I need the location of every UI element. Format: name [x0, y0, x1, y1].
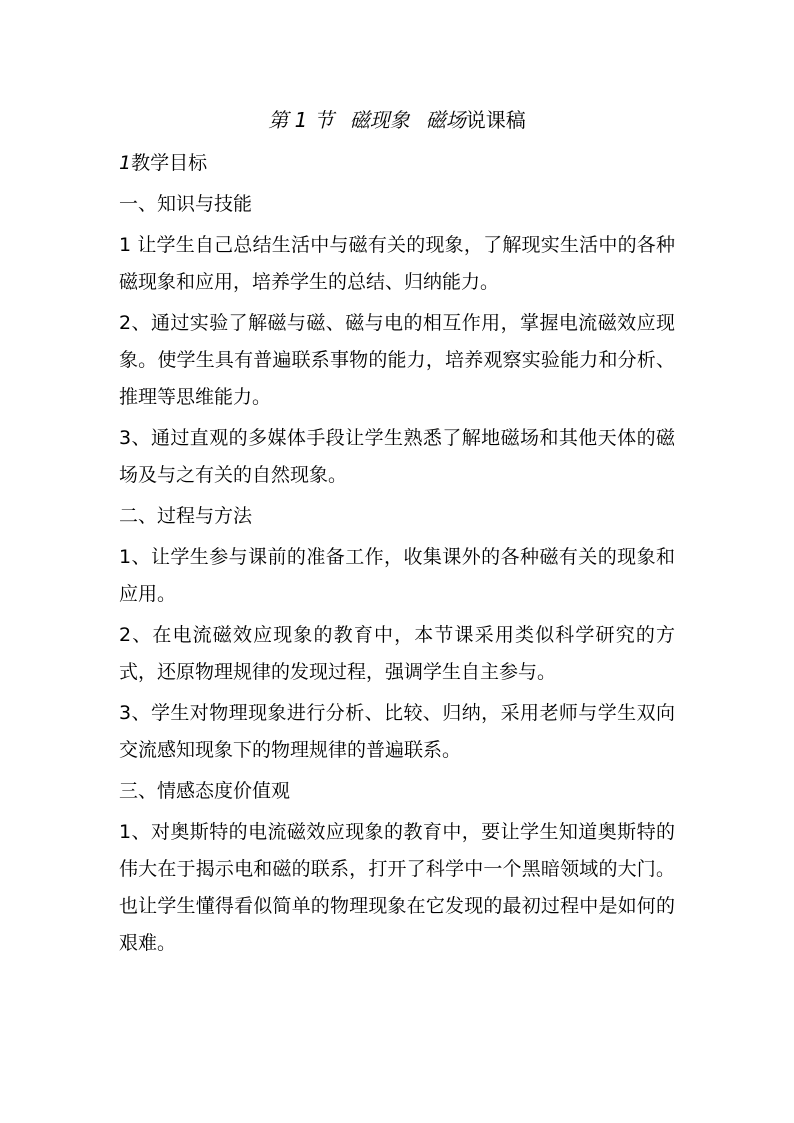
document-body: [119, 145, 675, 966]
objectives-label: 教学目标: [131, 152, 208, 174]
section-heading-process-method: 二、过程与方法: [119, 505, 253, 527]
title-suffix: 说课稿: [465, 108, 526, 132]
title-topic-magnetic-phenomena: 磁现象: [349, 108, 410, 132]
title-topic-magnetic-field: 磁场: [425, 108, 466, 132]
section-heading-knowledge-skills: 一、知识与技能: [119, 193, 253, 215]
title-section-number: 第 1 节: [268, 108, 334, 132]
process-paragraph-2: 2、在电流磁效应现象的教育中，本节课采用类似科学研究的方式，还原物理规律的发现过程，强调学生自主参与。: [119, 624, 675, 683]
knowledge-paragraph-2: 2、通过实验了解磁与磁、磁与电的相互作用，掌握电流磁效应现象。使学生具有普遍联系事物的能力，培养观察实验能力和分析、推理等思维能力。: [119, 312, 675, 408]
section-heading-attitude-values: 三、情感态度价值观: [119, 780, 291, 802]
document-title: [0, 105, 794, 135]
process-paragraph-3: 3、学生对物理现象进行分析、比较、归纳，采用老师与学生双向交流感知现象下的物理规律的普遍联系。: [119, 702, 675, 761]
objectives-number: 1: [119, 152, 132, 174]
objectives-heading: [119, 145, 675, 182]
knowledge-paragraph-1: 1 让学生自己总结生活中与磁有关的现象，了解现实生活中的各种磁现象和应用，培养学生的总结、归纳能力。: [119, 234, 675, 293]
attitude-paragraph-1: 1、对奥斯特的电流磁效应现象的教育中，要让学生知道奥斯特的伟大在于揭示电和磁的联系，打开了科学中一个黑暗领域的大门。也让学生懂得看似简单的物理现象在它发现的最初过程中是如何的艰难。: [119, 821, 675, 954]
process-paragraph-1: 1、让学生参与课前的准备工作，收集课外的各种磁有关的现象和应用。: [119, 546, 675, 605]
knowledge-paragraph-3: 3、通过直观的多媒体手段让学生熟悉了解地磁场和其他天体的磁场及与之有关的自然现象。: [119, 427, 675, 486]
